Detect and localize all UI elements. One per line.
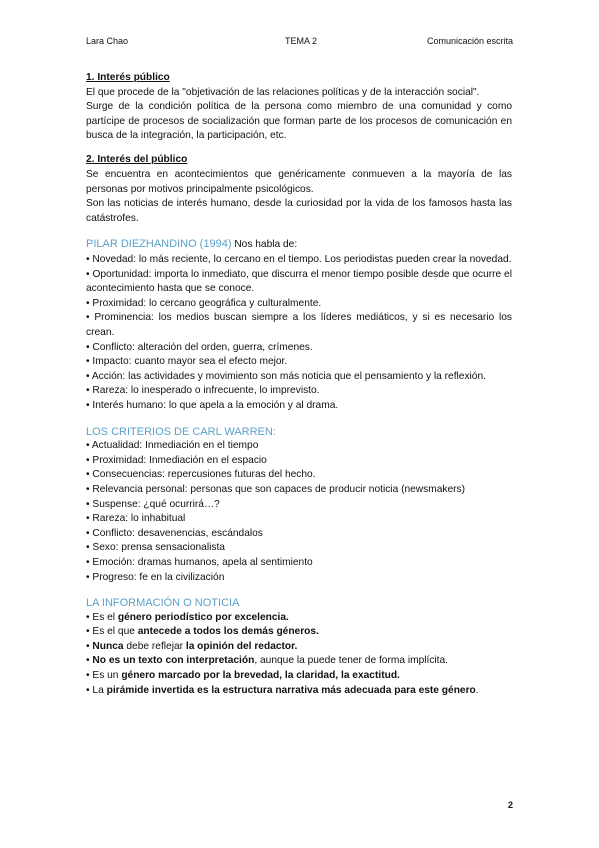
emphasis-text: antecede a todos los demás géneros. [137, 626, 319, 638]
bullet-icon: • [86, 341, 90, 353]
list-item [86, 384, 512, 399]
list-item [86, 253, 512, 268]
list-item [86, 556, 512, 571]
bullet-icon: • [86, 542, 90, 554]
list-item [86, 571, 512, 586]
list-item-text: Rareza: lo inesperado o infrecuente, lo imprevisto. [92, 385, 320, 397]
list-item [86, 439, 512, 454]
list-item [86, 341, 512, 356]
bullet-icon: • [86, 655, 90, 667]
list-item [86, 399, 512, 414]
bullet-icon: • [86, 498, 90, 510]
list-item [86, 454, 512, 469]
header-topic: TEMA 2 [285, 36, 318, 46]
section-title-warren: LOS CRITERIOS DE CARL WARREN: [86, 425, 276, 438]
list-item [86, 512, 512, 527]
list-item [86, 541, 512, 556]
list-item-text: Impacto: cuanto mayor sea el efecto mejor. [92, 356, 288, 368]
list-item [86, 268, 512, 297]
list-item [86, 370, 512, 385]
paragraph: Surge de la condición política de la persona como miembro de una comunidad y como partícipe de procesos de socialización que forman parte de los procesos de comunicación en busca de la integración, la participación, etc. [86, 101, 512, 142]
bullet-icon: • [86, 670, 90, 682]
pilar-intro-text: Nos habla de: [231, 239, 298, 251]
bullet-icon: • [86, 684, 90, 696]
list-item-text: Conflicto: desavenencias, escándalos [92, 527, 263, 539]
bullet-icon: • [86, 626, 90, 638]
bullet-icon: • [86, 297, 90, 309]
list-item-text: debe reflejar [123, 640, 186, 652]
list-item-text: Interés humano: lo que apela a la emoción y al drama. [92, 399, 339, 411]
list-item-text: Progreso: fe en la civilización [92, 571, 225, 583]
emphasis-text: Nunca [92, 640, 124, 652]
header-subject: Comunicación escrita [426, 36, 513, 46]
list-item-text: . [475, 684, 479, 696]
bullet-icon: • [86, 268, 90, 280]
bullet-icon: • [86, 640, 90, 652]
list-item-text: Relevancia personal: personas que son capaces de producir noticia (newsmakers) [92, 483, 466, 495]
section-title-interes-publico: 1. Interés público [86, 72, 170, 83]
emphasis-text: No es un texto con interpretación [92, 655, 255, 667]
bullet-icon: • [86, 370, 90, 382]
list-item-text: Proximidad: lo cercano geográfica y culturalmente. [92, 297, 322, 309]
list-item [86, 483, 512, 498]
page-header [86, 36, 513, 46]
paragraph: El que procede de la "objetivación de las relaciones políticas y de la interacción social". [86, 86, 480, 98]
emphasis-text: pirámide invertida es la estructura narrativa más adecuada para este género [106, 684, 476, 696]
paragraph: Se encuentra en acontecimientos que genéricamente conmueven a la mayoría de las personas por motivos principalmente psicológicos. [86, 169, 512, 195]
list-item-text: , aunque la puede tener de forma implícita. [254, 655, 449, 667]
emphasis-text: género periodístico por excelencia. [117, 611, 289, 623]
section-title-pilar: PILAR DIEZHANDINO (1994) [86, 238, 232, 251]
paragraph: Son las noticias de interés humano, desde la curiosidad por la vida de los famosos hasta las catástrofes. [86, 198, 512, 224]
list-item-text: Suspense: ¿qué ocurrirá…? [92, 498, 220, 510]
list-item [86, 355, 512, 370]
list-item [86, 625, 512, 640]
list-item [86, 468, 512, 483]
bullet-icon: • [86, 399, 90, 411]
list-item [86, 684, 512, 699]
page-content [86, 71, 512, 698]
list-item-text: Actualidad: Inmediación en el tiempo [91, 440, 259, 452]
list-item [86, 669, 512, 684]
list-item-text: Es el [92, 611, 118, 623]
list-item-text: Proximidad: Inmediación en el espacio [92, 454, 267, 466]
list-item-text: Prominencia: los medios buscan siempre a los líderes mediáticos, y si es necesario los crean. [86, 312, 512, 338]
list-item [86, 498, 512, 513]
list-item-text: Emoción: dramas humanos, apela al sentimiento [92, 556, 313, 568]
bullet-icon: • [86, 556, 90, 568]
list-item-text: Consecuencias: repercusiones futuras del hecho. [92, 469, 316, 481]
page-number: 2 [507, 800, 513, 810]
list-item [86, 654, 512, 669]
list-item [86, 640, 512, 655]
list-item [86, 527, 512, 542]
bullet-icon: • [86, 454, 90, 466]
bullet-icon: • [86, 440, 90, 452]
list-item-text: Oportunidad: importa lo inmediato, que discurra el menor tiempo posible desde que ocurre el acontecimiento hasta que se conoce. [86, 268, 512, 295]
header-author: Lara Chao [86, 36, 129, 46]
bullet-icon: • [86, 527, 90, 539]
bullet-icon: • [86, 312, 90, 324]
bullet-icon: • [86, 483, 90, 495]
list-item [86, 311, 512, 340]
bullet-icon: • [86, 513, 90, 525]
emphasis-text: la opinión del redactor. [185, 640, 298, 652]
list-item-text: Acción: las actividades y movimiento son más noticia que el pensamiento y la reflexión. [91, 370, 486, 382]
bullet-icon: • [86, 571, 90, 583]
bullet-icon: • [86, 254, 90, 266]
bullet-icon: • [86, 469, 90, 481]
section-pilar-intro [86, 237, 512, 253]
emphasis-text: género marcado por la brevedad, la claridad, la exactitud. [121, 670, 400, 682]
bullet-icon: • [86, 356, 90, 368]
bullet-icon: • [86, 385, 90, 397]
list-item-text: Es un [92, 670, 122, 682]
list-item-text: Es el que [92, 626, 138, 638]
list-item [86, 297, 512, 312]
list-item-text: Rareza: lo inhabitual [92, 513, 186, 525]
list-item-text: Sexo: prensa sensacionalista [92, 542, 225, 554]
section-title-interes-del-publico: 2. Interés del público [86, 154, 188, 166]
bullet-icon: • [86, 611, 90, 623]
section-title-noticia: LA INFORMACIÓN O NOTICIA [86, 597, 240, 610]
list-item [86, 611, 512, 626]
list-item-text: Novedad: lo más reciente, lo cercano en el tiempo. Los periodistas pueden crear la novedad. [92, 254, 512, 266]
list-item-text: La [92, 684, 107, 696]
list-item-text: Conflicto: alteración del orden, guerra, crímenes. [92, 341, 313, 353]
